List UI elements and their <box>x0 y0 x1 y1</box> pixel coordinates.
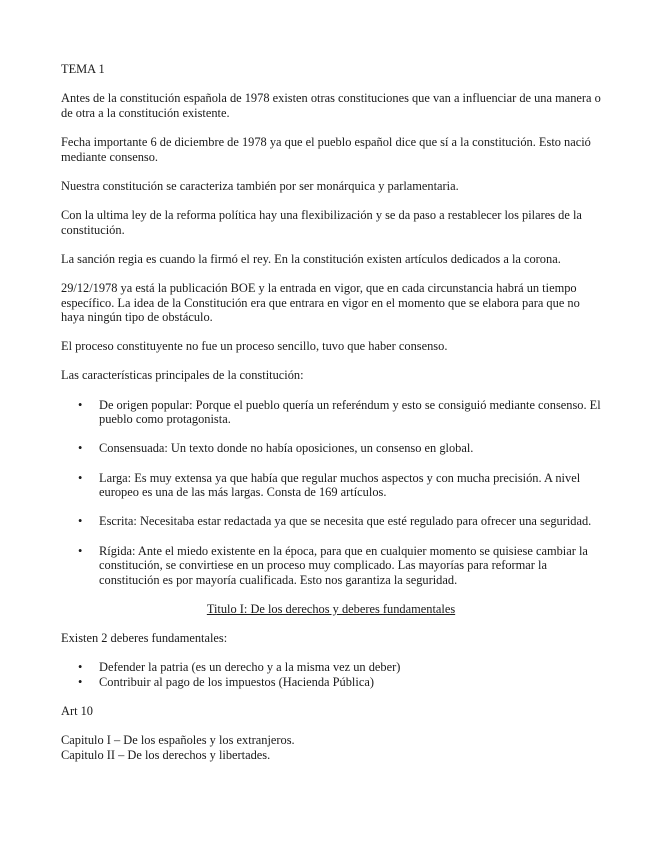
list-item <box>61 660 601 675</box>
list-item <box>61 514 601 529</box>
list-item <box>61 544 601 588</box>
bullet-icon: • <box>78 543 83 558</box>
list-item-text: Larga: Es muy extensa ya que había que regular muchos aspectos y con mucha precisión. A nivel europeo es una de las más largas. Consta de 169 artículos. <box>99 470 581 500</box>
paragraph-characteristics-intro: Las características principales de la constitución: <box>61 368 304 383</box>
bullet-icon: • <box>78 470 83 485</box>
list-item <box>61 675 601 690</box>
paragraph-intro: Antes de la constitución española de 1978 existen otras constituciones que van a influenciar de una manera o de otra a la constitución existente. <box>61 91 601 120</box>
paragraph-date: Fecha importante 6 de diciembre de 1978 ya que el pueblo español dice que sí a la constitución. Esto nació mediante consenso. <box>61 134 591 164</box>
list-item <box>61 471 601 500</box>
list-item-text: Contribuir al pago de los impuestos (Hacienda Pública) <box>99 674 374 689</box>
paragraph-royal-sanction: La sanción regia es cuando la firmó el rey. En la constitución existen artículos dedicados a la corona. <box>61 251 561 266</box>
paragraph-boe: 29/12/1978 ya está la publicación BOE y la entrada en vigor, que en cada circunstancia habrá un tiempo específico. La idea de la Constitución era que entrara en vigor en el momento que se elabora para que no haya ningún tipo de obstáculo. <box>61 280 580 325</box>
list-item <box>61 441 601 456</box>
paragraph-reform: Con la ultima ley de la reforma política hay una flexibilización y se da paso a restablecer los pilares de la constitución. <box>61 207 582 237</box>
duties-intro: Existen 2 deberes fundamentales: <box>61 631 228 646</box>
section-title: Titulo I: De los derechos y deberes fundamentales <box>206 601 456 616</box>
paragraph-monarchy: Nuestra constitución se caracteriza también por ser monárquica y parlamentaria. <box>61 178 459 193</box>
bullet-icon: • <box>78 397 83 412</box>
bullet-icon: • <box>78 660 83 675</box>
bullet-icon: • <box>78 441 83 456</box>
characteristics-list <box>61 398 601 588</box>
bullet-icon: • <box>78 514 83 529</box>
chapter-line: Capitulo II – De los derechos y libertades. <box>61 747 271 762</box>
list-item-text: Escrita: Necesitaba estar redactada ya que se necesita que esté regulado para ofrecer una seguridad. <box>99 514 592 529</box>
article-heading: Art 10 <box>61 704 94 719</box>
bullet-icon: • <box>78 674 83 689</box>
list-item-text: Rígida: Ante el miedo existente en la época, para que en cualquier momento se quisiese cambiar la constitución, se convirtiese en un proceso muy complicado. Las mayorías para reformar la constitución es por mayoría cualificada. Esto nos garantiza la seguridad. <box>99 543 588 587</box>
list-item-text: Consensuada: Un texto donde no había oposiciones, un consenso en global. <box>99 441 474 456</box>
paragraph-process: El proceso constituyente no fue un proceso sencillo, tuvo que haber consenso. <box>61 339 448 354</box>
list-item <box>61 398 601 427</box>
chapter-line: Capitulo I – De los españoles y los extranjeros. <box>61 733 295 748</box>
document-heading: TEMA 1 <box>61 62 105 76</box>
list-item-text: Defender la patria (es un derecho y a la misma vez un deber) <box>99 660 401 675</box>
document-page <box>61 62 601 763</box>
duties-list <box>61 660 601 689</box>
list-item-text: De origen popular: Porque el pueblo quería un referéndum y esto se consiguió mediante consenso. El pueblo como protagonista. <box>99 397 601 427</box>
